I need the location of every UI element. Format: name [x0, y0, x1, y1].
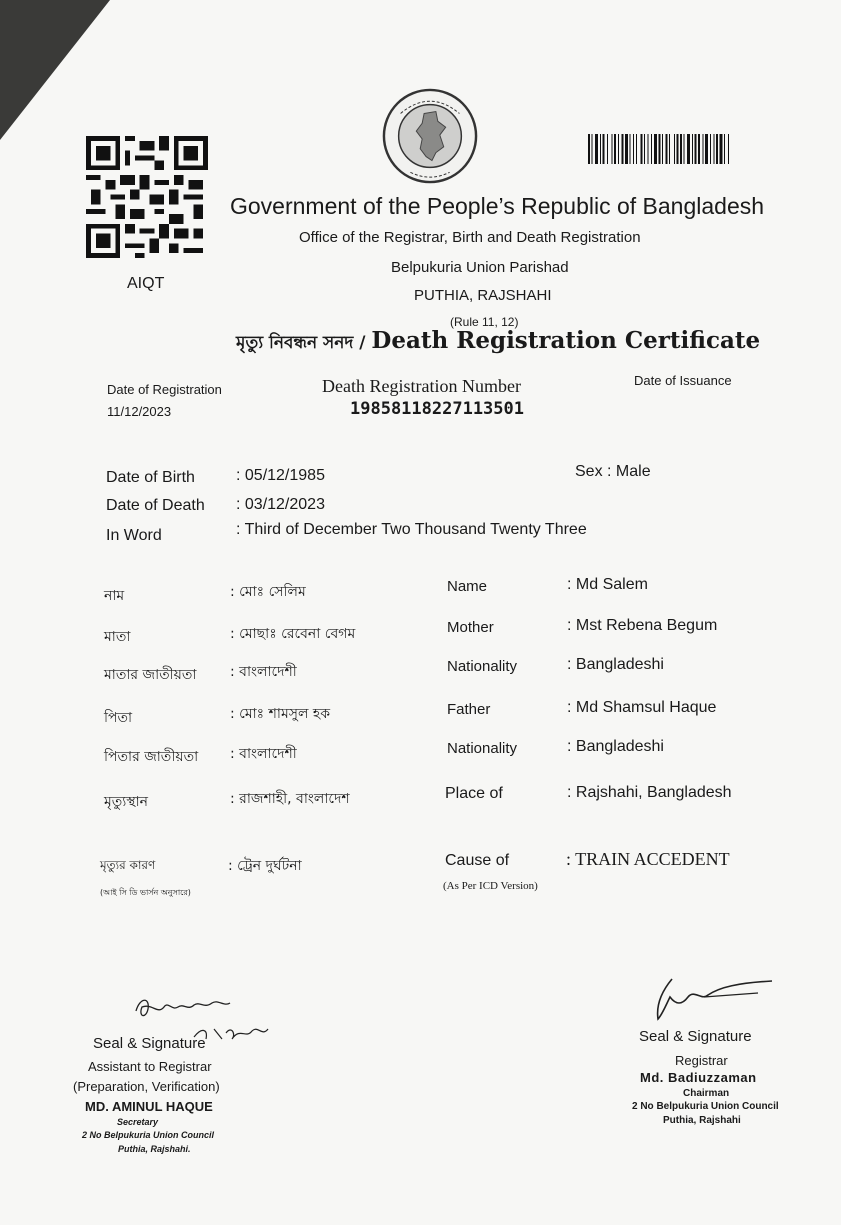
upazila-name: PUTHIA, RAJSHAHI — [414, 287, 552, 304]
father-value: : Md Shamsul Haque — [567, 699, 717, 716]
place-of-death-label: Place of — [445, 785, 503, 802]
cause-value: : TRAIN ACCEDENT — [566, 849, 730, 869]
left-stamp-office: 2 No Belpukuria Union Council — [82, 1130, 215, 1140]
father-nationality-label: Nationality — [447, 740, 518, 757]
mother-label-bangla: মাতা — [104, 629, 131, 645]
qr-caption: AIQT — [127, 275, 165, 292]
date-of-birth-label: Date of Birth — [106, 469, 195, 486]
father-value-bangla: : মোঃ শামসুল হক — [230, 706, 330, 722]
union-name: Belpukuria Union Parishad — [391, 259, 569, 276]
date-of-birth-value: : 05/12/1985 — [236, 467, 325, 484]
place-of-death-value-bangla: : রাজশাহী, বাংলাদেশ — [230, 791, 350, 807]
registration-number-value: 19858118227113501 — [350, 399, 524, 419]
cause-value-bangla: : ট্রেন দুর্ঘটনা — [228, 858, 302, 874]
right-stamp-title: Chairman — [683, 1088, 730, 1099]
mother-nationality-value: : Bangladeshi — [567, 656, 664, 673]
left-stamp-title: Secretary — [117, 1117, 159, 1127]
sex-value: Sex : Male — [575, 463, 651, 480]
cause-sub: (As Per ICD Version) — [443, 880, 538, 892]
mother-nationality-value-bangla: : বাংলাদেশী — [230, 664, 297, 680]
office-name: Office of the Registrar, Birth and Death Registration — [299, 229, 641, 246]
date-of-registration-label: Date of Registration — [107, 382, 222, 397]
date-of-death-label: Date of Death — [106, 497, 205, 514]
mother-nationality-label: Nationality — [447, 658, 518, 675]
date-of-issuance-label: Date of Issuance — [634, 373, 732, 388]
father-label: Father — [447, 701, 491, 718]
father-nationality-value: : Bangladeshi — [567, 738, 664, 755]
left-stamp-place: Puthia, Rajshahi. — [118, 1144, 191, 1154]
mother-value: : Mst Rebena Begum — [567, 617, 718, 634]
certificate-title-english: Death Registration Certificate — [371, 327, 761, 354]
cause-label-bangla: মৃত্যুর কারণ — [100, 858, 156, 872]
date-of-death-value: : 03/12/2023 — [236, 496, 325, 513]
page-corner-shadow — [0, 0, 110, 140]
right-stamp-place: Puthia, Rajshahi — [663, 1115, 741, 1126]
name-value-bangla: : মোঃ সেলিম — [230, 584, 306, 600]
left-role: Assistant to Registrar — [88, 1059, 212, 1074]
mother-label: Mother — [447, 619, 494, 636]
right-stamp-name: Md. Badiuzzaman — [640, 1070, 757, 1085]
name-value: : Md Salem — [567, 576, 648, 593]
certificate-title — [236, 327, 760, 358]
qr-code — [86, 134, 208, 260]
in-word-value: : Third of December Two Thousand Twenty Three — [236, 521, 587, 538]
left-seal-signature-label: Seal & Signature — [93, 1035, 206, 1052]
place-of-death-label-bangla: মৃত্যুস্থান — [104, 794, 149, 810]
name-label: Name — [447, 578, 488, 595]
mother-value-bangla: : মোছাঃ রেবেনা বেগম — [230, 626, 356, 642]
mother-nationality-label-bangla: মাতার জাতীয়তা — [104, 667, 197, 683]
cause-sub-bangla: (আই সি ডি ভার্সন অনুসারে) — [100, 888, 191, 897]
right-stamp-office: 2 No Belpukuria Union Council — [632, 1101, 779, 1112]
certificate-title-bangla: মৃত্যু নিবন্ধন সনদ / — [236, 333, 372, 353]
right-seal-signature-label: Seal & Signature — [639, 1028, 752, 1045]
name-label-bangla: নাম — [104, 588, 125, 604]
father-nationality-value-bangla: : বাংলাদেশী — [230, 746, 297, 762]
father-nationality-label-bangla: পিতার জাতীয়তা — [104, 749, 199, 765]
left-stamp-name: MD. AMINUL HAQUE — [85, 1099, 213, 1114]
bangladesh-government-seal — [381, 84, 479, 188]
cause-label: Cause of — [445, 852, 510, 869]
rule-reference: (Rule 11, 12) — [450, 315, 519, 329]
registration-number-label: Death Registration Number — [322, 376, 521, 396]
left-role-detail: (Preparation, Verification) — [73, 1079, 220, 1094]
place-of-death-value: : Rajshahi, Bangladesh — [567, 784, 732, 801]
in-word-label: In Word — [106, 527, 162, 544]
date-of-registration-value: 11/12/2023 — [107, 404, 172, 419]
right-role: Registrar — [675, 1053, 728, 1068]
registrar-handwritten-signature — [648, 975, 776, 1025]
father-label-bangla: পিতা — [104, 710, 133, 726]
barcode — [588, 134, 798, 164]
government-title: Government of the People’s Republic of Bangladesh — [230, 193, 765, 219]
